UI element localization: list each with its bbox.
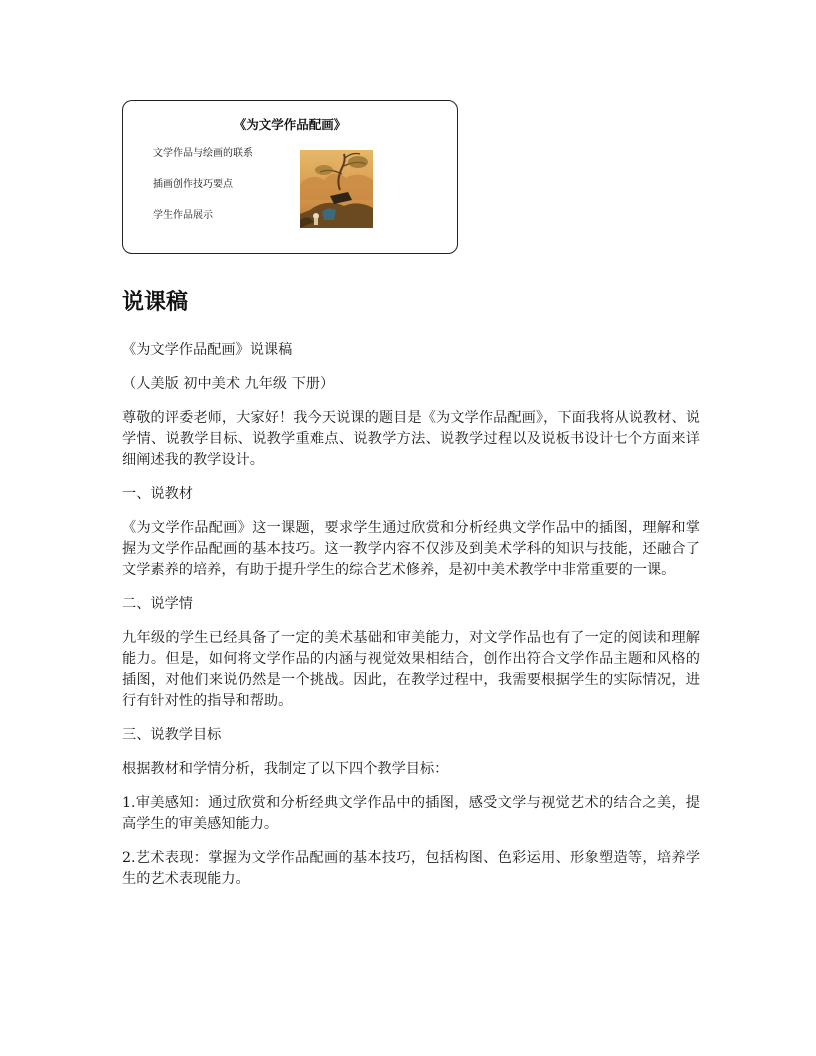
page-heading: 说课稿 bbox=[122, 290, 189, 315]
card-topic-list bbox=[153, 147, 253, 240]
objective-item: 1.审美感知：通过欣赏和分析经典文学作品中的插图，感受文学与视觉艺术的结合之美，提高学生的审美感知能力。 bbox=[122, 795, 700, 832]
card-topic-item: 插画创作技巧要点 bbox=[153, 179, 233, 190]
doc-title-line: 《为文学作品配画》说课稿 bbox=[122, 342, 293, 358]
textbook-paragraph: 《为文学作品配画》这一课题，要求学生通过欣赏和分析经典文学作品中的插图，理解和掌握为文学作品配画的基本技巧。这一教学内容不仅涉及到美术学科的知识与技能，还融合了文学素养的培养，有助于提升学生的综合艺术修养，是初中美术教学中非常重要的一课。 bbox=[122, 520, 700, 578]
objectives-intro: 根据教材和学情分析，我制定了以下四个教学目标： bbox=[122, 761, 449, 777]
objective-item: 2.艺术表现：掌握为文学作品配画的基本技巧，包括构图、色彩运用、形象塑造等，培养学生的艺术表现能力。 bbox=[122, 850, 700, 887]
landscape-painting-image bbox=[300, 150, 373, 228]
intro-paragraph: 尊敬的评委老师，大家好！我今天说课的题目是《为文学作品配画》，下面我将从说教材、说学情、说教学目标、说教学重难点、说教学方法、说教学过程以及说板书设计七个方面来详细阐述我的教学设计。 bbox=[122, 410, 700, 468]
card-topic-item: 文学作品与绘画的联系 bbox=[153, 148, 253, 159]
card-topic-item: 学生作品展示 bbox=[153, 210, 213, 221]
students-paragraph: 九年级的学生已经具备了一定的美术基础和审美能力，对文学作品也有了一定的阅读和理解能力。但是，如何将文学作品的内涵与视觉效果相结合，创作出符合文学作品主题和风格的插图，对他们来说仍然是一个挑战。因此，在教学过程中，我需要根据学生的实际情况，进行有针对性的指导和帮助。 bbox=[122, 630, 700, 709]
card-title: 《为文学作品配画》 bbox=[233, 117, 347, 132]
section-heading-textbook: 一、说教材 bbox=[122, 486, 193, 502]
document-body bbox=[122, 340, 700, 903]
section-heading-objectives: 三、说教学目标 bbox=[122, 727, 222, 743]
doc-subtitle-line: （人美版 初中美术 九年级 下册） bbox=[122, 376, 335, 392]
summary-card bbox=[122, 100, 458, 254]
section-heading-students: 二、说学情 bbox=[122, 596, 193, 612]
